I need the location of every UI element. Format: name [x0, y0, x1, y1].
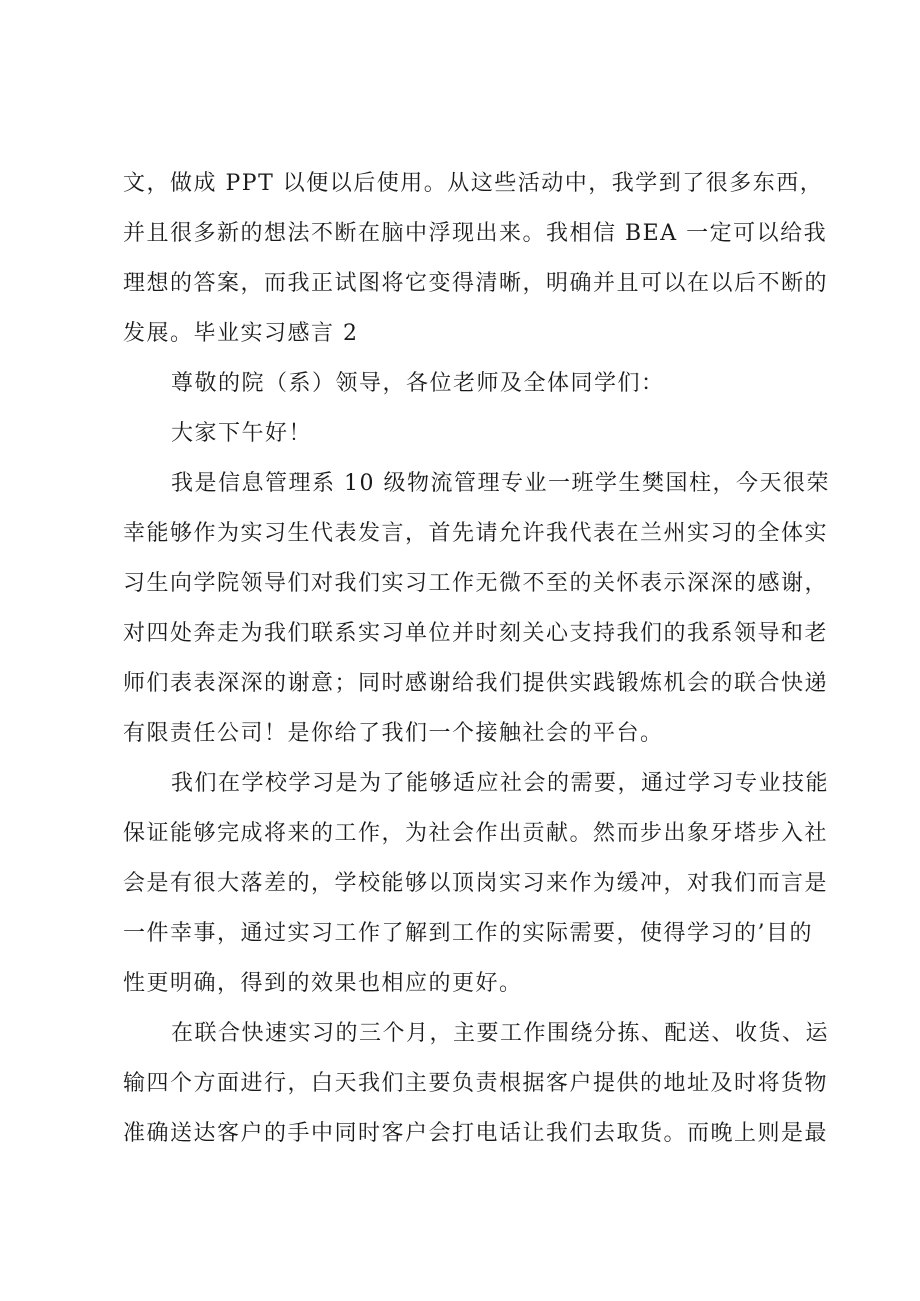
text-line: 习生向学院领导们对我们实习工作无微不至的关怀表示深深的感谢， [123, 571, 829, 596]
text-line: 准确送达客户的手中同时客户会打电话让我们去取货。而晚上则是最 [123, 1121, 829, 1146]
text-line: 在联合快速实习的三个月，主要工作围绕分拣、配送、收货、运 [171, 1021, 830, 1046]
text-line: 对四处奔走为我们联系实习单位并时刻关心支持我们的我系领导和老 [123, 621, 829, 646]
text-line: 输四个方面进行，白天我们主要负责根据客户提供的地址及时将货物 [123, 1071, 829, 1096]
text-line: 师们表表深深的谢意；同时感谢给我们提供实践锻炼机会的联合快递 [123, 671, 829, 696]
text-line: 尊敬的院（系）领导，各位老师及全体同学们： [171, 371, 665, 396]
text-line: 性更明确，得到的效果也相应的更好。 [123, 971, 523, 996]
text-line: 我们在学校学习是为了能够适应社会的需要，通过学习专业技能 [171, 771, 830, 796]
text-line: 幸能够作为实习生代表发言，首先请允许我代表在兰州实习的全体实 [123, 521, 829, 546]
text-line: 并且很多新的想法不断在脑中浮现出来。我相信 BEA 一定可以给我 [123, 221, 828, 246]
document-body [123, 159, 830, 1159]
paragraph [123, 359, 823, 409]
paragraph [123, 159, 829, 359]
paragraph [123, 1009, 830, 1159]
text-line: 会是有很大落差的，学校能够以顶岗实习来作为缓冲，对我们而言是 [123, 871, 829, 896]
text-line: 理想的答案，而我正试图将它变得清晰，明确并且可以在以后不断的 [123, 271, 829, 296]
text-line: 我是信息管理系 10 级物流管理专业一班学生樊国柱，今天很荣 [171, 471, 830, 496]
text-line: 发展。毕业实习感言 2 [123, 321, 359, 346]
text-line: 大家下午好！ [171, 421, 313, 446]
text-line: 一件幸事，通过实习工作了解到工作的实际需要，使得学习的’目的 [123, 921, 813, 946]
paragraph [123, 759, 830, 1009]
paragraph [123, 459, 830, 759]
text-line: 保证能够完成将来的工作，为社会作出贡献。然而步出象牙塔步入社 [123, 821, 829, 846]
text-line: 文，做成 PPT 以便以后使用。从这些活动中，我学到了很多东西， [123, 171, 824, 196]
text-line: 有限责任公司！是你给了我们一个接触社会的平台。 [123, 721, 664, 746]
paragraph [123, 409, 823, 459]
